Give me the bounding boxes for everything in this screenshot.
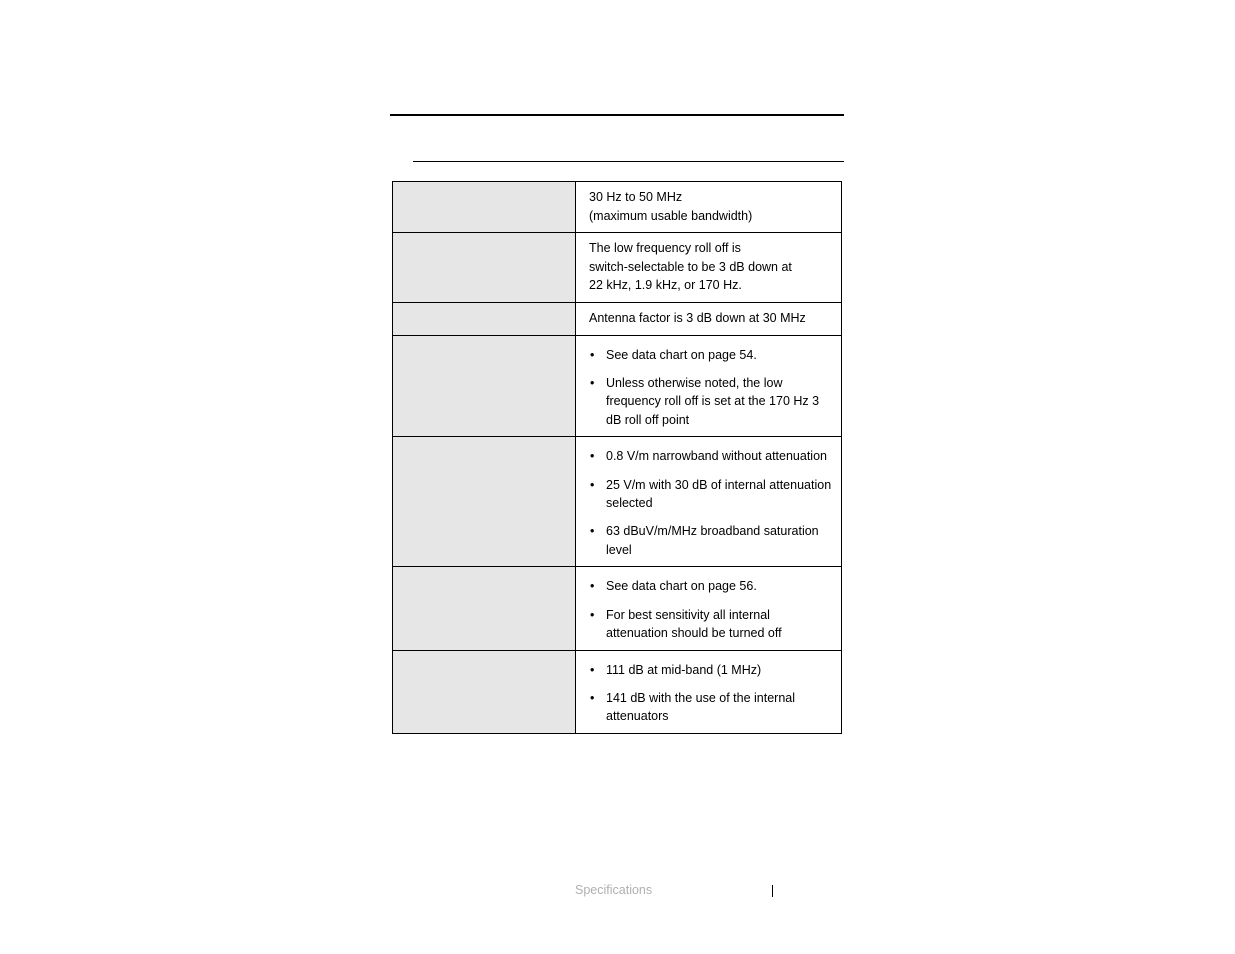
bullet-item: • See data chart on page 56. xyxy=(589,577,833,596)
table-row xyxy=(393,335,842,437)
value-line: Antenna factor is 3 dB down at 30 MHz xyxy=(589,310,806,325)
bullet-item: • See data chart on page 54. xyxy=(589,346,833,365)
table-row xyxy=(393,182,842,233)
table-row xyxy=(393,437,842,567)
spec-value-text xyxy=(576,182,841,232)
bullet-item: • 25 V/m with 30 dB of internal attenuation selected xyxy=(589,476,833,513)
spec-value-cell xyxy=(576,567,842,650)
table-row xyxy=(393,233,842,303)
footer-section-title: Specifications xyxy=(575,883,653,897)
spec-label-cell xyxy=(393,233,576,303)
bullet-list xyxy=(576,336,841,437)
spec-label-cell xyxy=(393,302,576,335)
spec-label-cell xyxy=(393,182,576,233)
spec-label-cell xyxy=(393,437,576,567)
section-rule xyxy=(413,161,844,162)
table-row xyxy=(393,302,842,335)
spec-value-cell xyxy=(576,650,842,733)
value-line: 30 Hz to 50 MHz xyxy=(589,190,683,204)
bullet-item: • 63 dBuV/m/MHz broadband saturation level xyxy=(589,522,833,559)
spec-value-text xyxy=(576,233,841,302)
bullet-item: • Unless otherwise noted, the low frequency roll off is set at the 170 Hz 3 dB roll off point xyxy=(589,374,833,430)
header-rule xyxy=(390,114,844,116)
spec-value-cell xyxy=(576,182,842,233)
bullet-list xyxy=(576,651,841,733)
bullet-list xyxy=(576,437,841,566)
spec-label-cell xyxy=(393,567,576,650)
value-line: switch-selectable to be 3 dB down at xyxy=(589,259,792,274)
bullet-item: • 141 dB with the use of the internal attenuators xyxy=(589,689,833,726)
spec-label-cell xyxy=(393,335,576,437)
value-line: (maximum usable bandwidth) xyxy=(589,208,753,223)
bullet-item: • For best sensitivity all internal attenuation should be turned off xyxy=(589,606,833,643)
value-line: The low frequency roll off is xyxy=(589,241,741,256)
value-line: 22 kHz, 1.9 kHz, or 170 Hz. xyxy=(589,278,742,293)
spec-value-cell xyxy=(576,233,842,303)
bullet-item: • 111 dB at mid-band (1 MHz) xyxy=(589,661,833,680)
bullet-list xyxy=(576,567,841,649)
spec-value-cell xyxy=(576,437,842,567)
spec-value-text xyxy=(576,303,841,335)
spec-value-cell xyxy=(576,302,842,335)
footer-separator xyxy=(772,885,773,897)
spec-value-cell xyxy=(576,335,842,437)
table-row xyxy=(393,567,842,650)
table-row xyxy=(393,650,842,733)
specifications-table xyxy=(392,181,842,734)
spec-label-cell xyxy=(393,650,576,733)
bullet-item: • 0.8 V/m narrowband without attenuation xyxy=(589,447,833,466)
